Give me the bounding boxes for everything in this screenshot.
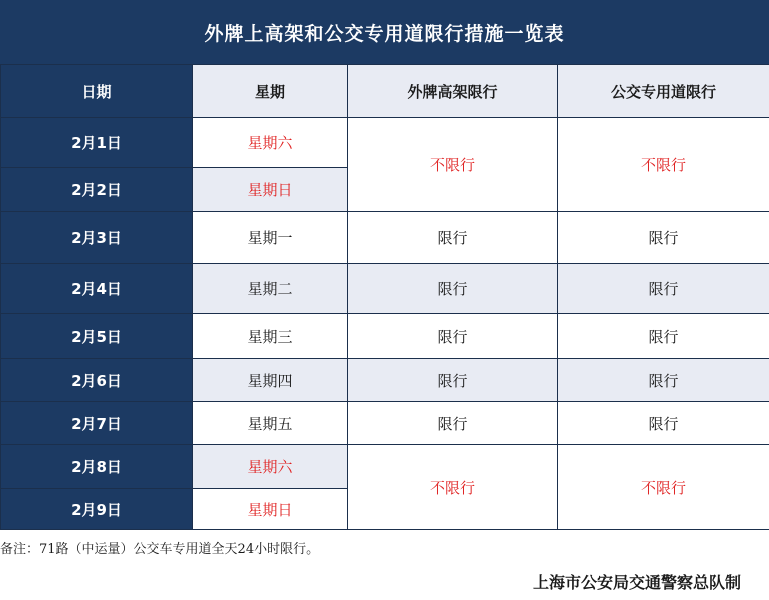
row-date: 2月1日 — [1, 118, 193, 168]
elevated-no-limit: 不限行 — [348, 118, 558, 212]
row-weekday: 星期日 — [193, 489, 348, 530]
header-row — [1, 65, 769, 118]
row-elevated: 限行 — [348, 264, 558, 314]
restriction-table — [0, 64, 769, 530]
row-weekday: 星期日 — [193, 168, 348, 212]
table-row — [1, 212, 769, 264]
bus-lane-no-limit: 不限行 — [558, 445, 769, 530]
elevated-no-limit: 不限行 — [348, 445, 558, 530]
row-date: 2月2日 — [1, 168, 193, 212]
table-row — [1, 359, 769, 402]
table-row — [1, 445, 769, 489]
header-date: 日期 — [1, 65, 193, 118]
table-row — [1, 402, 769, 445]
row-date: 2月6日 — [1, 359, 193, 402]
header-weekday: 星期 — [193, 65, 348, 118]
table-title: 外牌上高架和公交专用道限行措施一览表 — [0, 0, 769, 64]
bus-lane-no-limit: 不限行 — [558, 118, 769, 212]
table-row — [1, 264, 769, 314]
row-elevated: 限行 — [348, 212, 558, 264]
table-row — [1, 314, 769, 359]
row-weekday: 星期六 — [193, 445, 348, 489]
row-bus-lane: 限行 — [558, 212, 769, 264]
header-bus-lane: 公交专用道限行 — [558, 65, 769, 118]
table-row — [1, 118, 769, 168]
row-weekday: 星期二 — [193, 264, 348, 314]
row-date: 2月7日 — [1, 402, 193, 445]
row-bus-lane: 限行 — [558, 402, 769, 445]
row-date: 2月5日 — [1, 314, 193, 359]
row-bus-lane: 限行 — [558, 314, 769, 359]
row-weekday: 星期六 — [193, 118, 348, 168]
row-weekday: 星期三 — [193, 314, 348, 359]
row-elevated: 限行 — [348, 402, 558, 445]
issuer-signature: 上海市公安局交通警察总队制 — [532, 573, 741, 592]
row-elevated: 限行 — [348, 314, 558, 359]
row-weekday: 星期五 — [193, 402, 348, 445]
row-weekday: 星期四 — [193, 359, 348, 402]
row-weekday: 星期一 — [193, 212, 348, 264]
row-bus-lane: 限行 — [558, 264, 769, 314]
row-date: 2月3日 — [1, 212, 193, 264]
row-bus-lane: 限行 — [558, 359, 769, 402]
row-elevated: 限行 — [348, 359, 558, 402]
header-elevated: 外牌高架限行 — [348, 65, 558, 118]
footnote: 备注：71路（中运量）公交车专用道全天24小时限行。 — [0, 542, 320, 557]
row-date: 2月4日 — [1, 264, 193, 314]
row-date: 2月8日 — [1, 445, 193, 489]
row-date: 2月9日 — [1, 489, 193, 530]
